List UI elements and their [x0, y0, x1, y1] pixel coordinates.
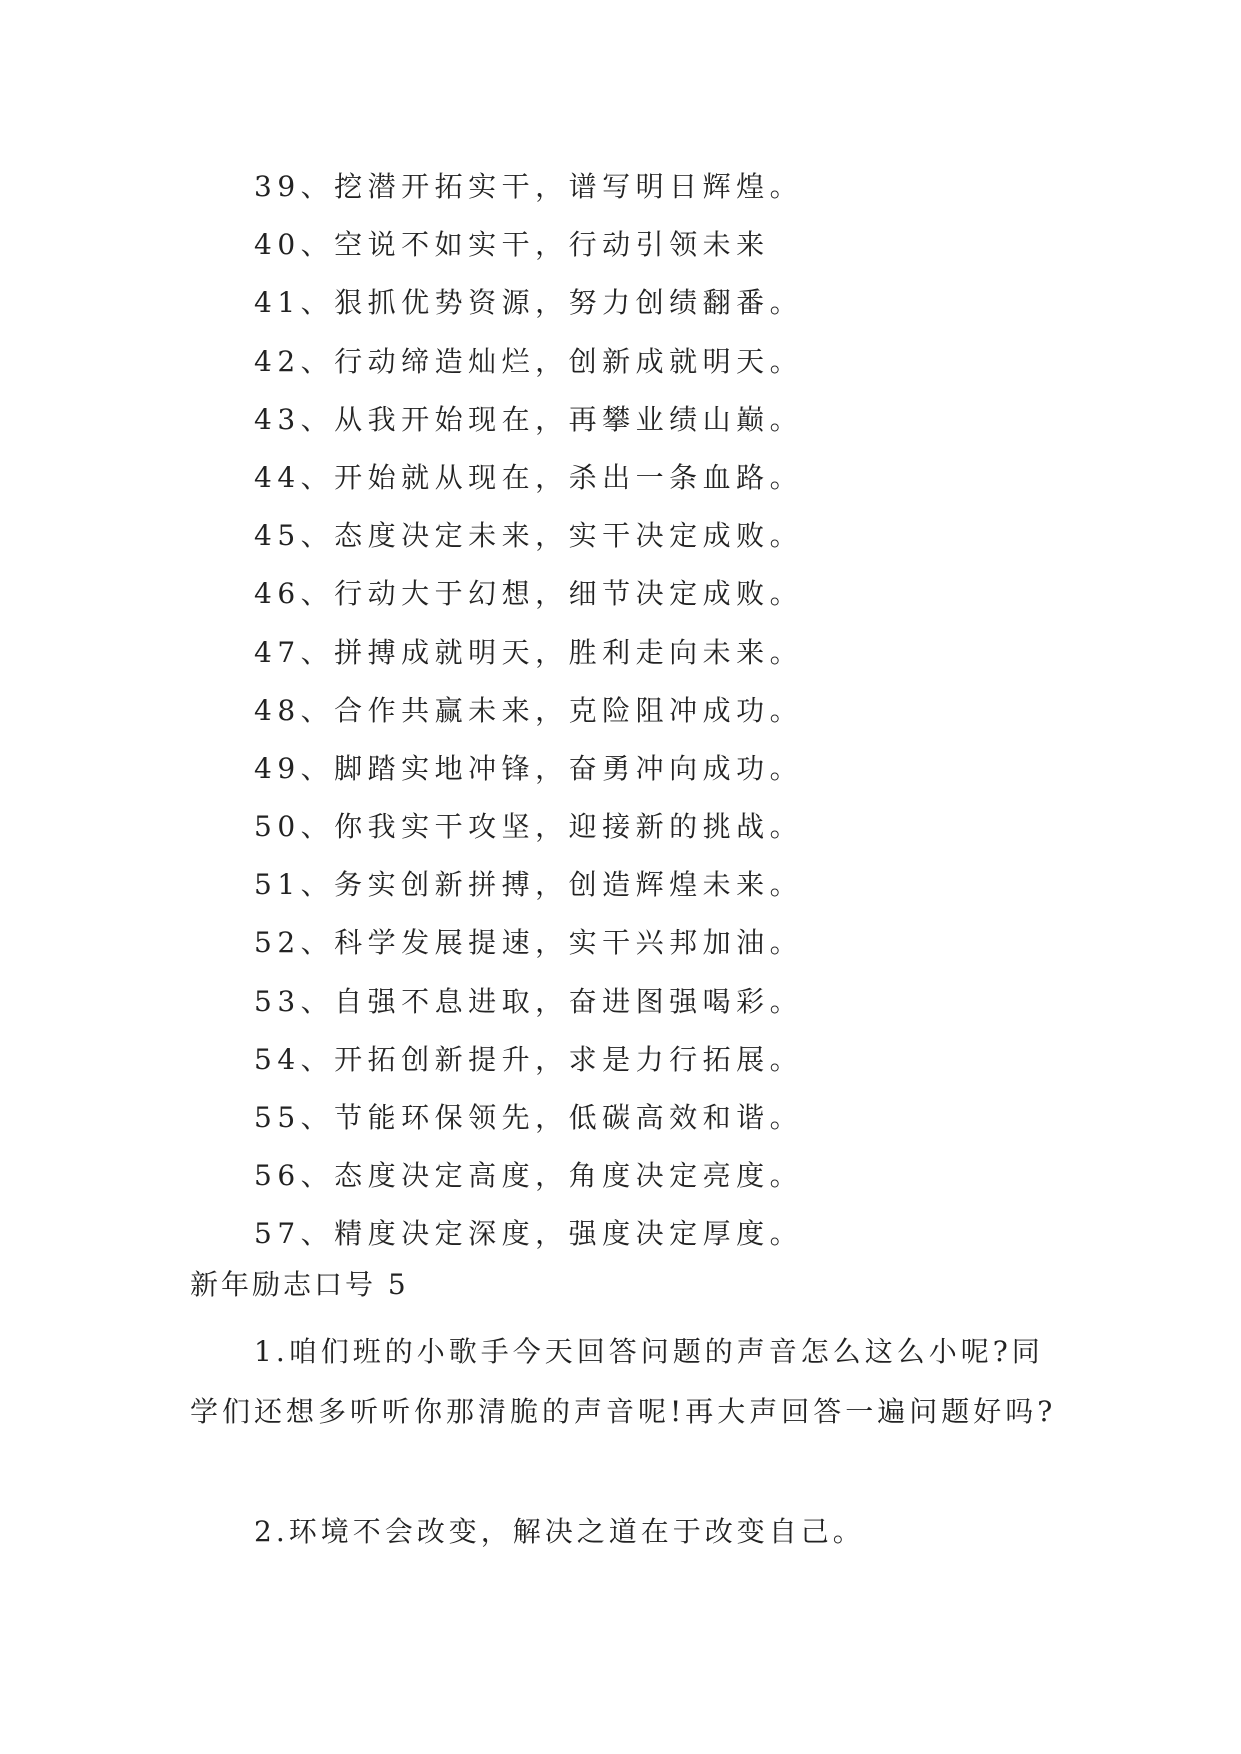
slogan-item: 39、挖潜开拓实干，谱写明日辉煌。: [254, 170, 804, 203]
slogan-item: 49、脚踏实地冲锋，奋勇冲向成功。: [254, 751, 804, 785]
slogan-item: 56、态度决定高度，角度决定亮度。: [254, 1159, 804, 1193]
slogan-item: 42、行动缔造灿烂，创新成就明天。: [254, 344, 804, 378]
slogan-item: 48、合作共赢未来，克险阻冲成功。: [254, 693, 804, 727]
slogan-item: 40、空说不如实干，行动引领未来: [254, 228, 770, 262]
slogan-item: 52、科学发展提速，实干兴邦加油。: [254, 926, 804, 960]
slogan-item: 44、开始就从现在，杀出一条血路。: [254, 460, 804, 494]
slogan-item: 46、行动大于幻想，细节决定成败。: [254, 577, 804, 611]
slogan-item: 47、拼搏成就明天，胜利走向未来。: [254, 635, 804, 669]
slogan-list: [254, 158, 803, 1264]
slogan-item: 51、务实创新拼搏，创造辉煌未来。: [254, 868, 804, 902]
slogan-item: 55、节能环保领先，低碳高效和谐。: [254, 1101, 804, 1134]
slogan-item: 41、狠抓优势资源，努力创绩翻番。: [254, 286, 804, 320]
slogan-item: 43、从我开始现在，再攀业绩山巅。: [254, 402, 804, 436]
slogan-item: 53、自强不息进取，奋进图强喝彩。: [254, 984, 804, 1018]
paragraph: 2.环境不会改变，解决之道在于改变自己。: [254, 1515, 865, 1548]
slogan-item: 57、精度决定深度，强度决定厚度。: [254, 1217, 804, 1251]
slogan-item: 50、你我实干攻坚，迎接新的挑战。: [254, 810, 804, 844]
slogan-item: 54、开拓创新提升，求是力行拓展。: [254, 1042, 804, 1076]
slogan-item: 45、态度决定未来，实干决定成败。: [254, 519, 804, 553]
section-heading: 新年励志口号 5: [190, 1268, 409, 1301]
paragraph: 1.咱们班的小歌手今天回答问题的声音怎么这么小呢?同学们还想多听听你那清脆的声音呢!再大声回答一遍问题好吗?: [190, 1335, 1057, 1428]
